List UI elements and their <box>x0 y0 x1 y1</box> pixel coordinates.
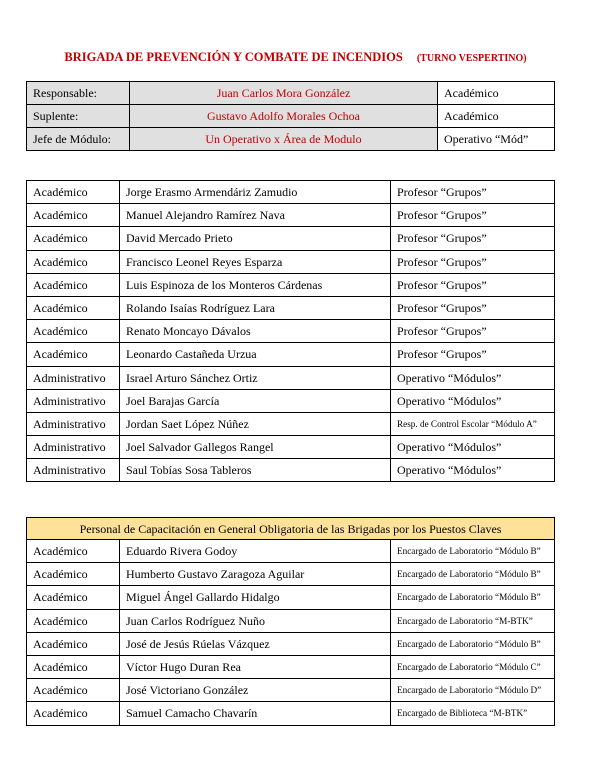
training-type: Académico <box>27 540 120 563</box>
member-role: Profesor “Grupos” <box>391 181 555 204</box>
training-type: Académico <box>27 632 120 655</box>
training-name: Eduardo Rivera Godoy <box>120 540 391 563</box>
member-type: Administrativo <box>27 459 120 482</box>
member-type: Académico <box>27 343 120 366</box>
training-role: Encargado de Biblioteca “M-BTK” <box>391 702 555 725</box>
member-role: Operativo “Módulos” <box>391 436 555 459</box>
training-row <box>27 586 555 609</box>
member-role: Profesor “Grupos” <box>391 296 555 319</box>
document-title <box>0 50 591 65</box>
training-row <box>27 540 555 563</box>
leadership-row <box>27 82 555 105</box>
member-row <box>27 459 555 482</box>
role-label: Suplente: <box>27 105 130 128</box>
member-row <box>27 320 555 343</box>
role-label: Jefe de Módulo: <box>27 128 130 151</box>
member-row <box>27 343 555 366</box>
member-row <box>27 250 555 273</box>
position-label: Operativo “Mód” <box>438 128 555 151</box>
member-row <box>27 204 555 227</box>
title-text: BRIGADA DE PREVENCIÓN Y COMBATE DE INCENDIOS <box>64 50 403 64</box>
training-role: Encargado de Laboratorio “Módulo D” <box>391 679 555 702</box>
training-role: Encargado de Laboratorio “M-BTK” <box>391 609 555 632</box>
training-name: Miguel Ángel Gallardo Hidalgo <box>120 586 391 609</box>
member-role: Profesor “Grupos” <box>391 227 555 250</box>
member-type: Administrativo <box>27 389 120 412</box>
member-role: Operativo “Módulos” <box>391 366 555 389</box>
member-type: Académico <box>27 204 120 227</box>
training-name: Juan Carlos Rodríguez Nuño <box>120 609 391 632</box>
training-role: Encargado de Laboratorio “Módulo B” <box>391 586 555 609</box>
training-row <box>27 563 555 586</box>
member-type: Académico <box>27 250 120 273</box>
member-role: Resp. de Control Escolar “Módulo A” <box>391 412 555 435</box>
member-role: Operativo “Módulos” <box>391 389 555 412</box>
training-heading-row <box>27 518 555 540</box>
training-role: Encargado de Laboratorio “Módulo B” <box>391 563 555 586</box>
member-type: Académico <box>27 181 120 204</box>
member-role: Profesor “Grupos” <box>391 273 555 296</box>
member-row <box>27 412 555 435</box>
member-name: Manuel Alejandro Ramírez Nava <box>120 204 391 227</box>
member-type: Administrativo <box>27 366 120 389</box>
training-type: Académico <box>27 586 120 609</box>
leadership-table <box>26 81 555 151</box>
person-name: Un Operativo x Área de Modulo <box>130 128 438 151</box>
training-name: Humberto Gustavo Zaragoza Aguilar <box>120 563 391 586</box>
training-type: Académico <box>27 609 120 632</box>
role-label: Responsable: <box>27 82 130 105</box>
member-role: Profesor “Grupos” <box>391 204 555 227</box>
training-row <box>27 655 555 678</box>
leadership-row <box>27 128 555 151</box>
member-name: Israel Arturo Sánchez Ortiz <box>120 366 391 389</box>
member-role: Profesor “Grupos” <box>391 320 555 343</box>
member-row <box>27 181 555 204</box>
training-row <box>27 609 555 632</box>
member-name: Rolando Isaías Rodríguez Lara <box>120 296 391 319</box>
member-row <box>27 436 555 459</box>
member-name: Joel Salvador Gallegos Rangel <box>120 436 391 459</box>
member-name: Luis Espinoza de los Monteros Cárdenas <box>120 273 391 296</box>
training-row <box>27 679 555 702</box>
member-type: Académico <box>27 320 120 343</box>
training-role: Encargado de Laboratorio “Módulo C” <box>391 655 555 678</box>
member-type: Académico <box>27 296 120 319</box>
training-row <box>27 632 555 655</box>
training-name: Víctor Hugo Duran Rea <box>120 655 391 678</box>
member-row <box>27 389 555 412</box>
training-row <box>27 702 555 725</box>
member-type: Académico <box>27 273 120 296</box>
member-name: Jorge Erasmo Armendáriz Zamudio <box>120 181 391 204</box>
member-name: David Mercado Prieto <box>120 227 391 250</box>
member-type: Administrativo <box>27 436 120 459</box>
member-type: Administrativo <box>27 412 120 435</box>
member-name: Jordan Saet López Núñez <box>120 412 391 435</box>
training-type: Académico <box>27 679 120 702</box>
training-name: Samuel Camacho Chavarín <box>120 702 391 725</box>
training-role: Encargado de Laboratorio “Módulo B” <box>391 540 555 563</box>
member-type: Académico <box>27 227 120 250</box>
position-label: Académico <box>438 82 555 105</box>
training-type: Académico <box>27 655 120 678</box>
shift-text: (TURNO VESPERTINO) <box>416 53 527 64</box>
training-type: Académico <box>27 702 120 725</box>
position-label: Académico <box>438 105 555 128</box>
member-name: Francisco Leonel Reyes Esparza <box>120 250 391 273</box>
member-role: Operativo “Módulos” <box>391 459 555 482</box>
training-name: José de Jesús Rúelas Vázquez <box>120 632 391 655</box>
member-name: Saul Tobías Sosa Tableros <box>120 459 391 482</box>
member-name: Leonardo Castañeda Urzua <box>120 343 391 366</box>
member-row <box>27 366 555 389</box>
training-type: Académico <box>27 563 120 586</box>
training-table <box>26 517 555 726</box>
member-role: Profesor “Grupos” <box>391 343 555 366</box>
member-name: Joel Barajas García <box>120 389 391 412</box>
member-row <box>27 296 555 319</box>
training-role: Encargado de Laboratorio “Módulo B” <box>391 632 555 655</box>
member-row <box>27 227 555 250</box>
member-name: Renato Moncayo Dávalos <box>120 320 391 343</box>
members-table <box>26 180 555 482</box>
leadership-row <box>27 105 555 128</box>
training-heading: Personal de Capacitación en General Obligatoria de las Brigadas por los Puestos Claves <box>27 518 555 540</box>
person-name: Juan Carlos Mora González <box>130 82 438 105</box>
member-role: Profesor “Grupos” <box>391 250 555 273</box>
person-name: Gustavo Adolfo Morales Ochoa <box>130 105 438 128</box>
training-name: José Victoriano González <box>120 679 391 702</box>
member-row <box>27 273 555 296</box>
